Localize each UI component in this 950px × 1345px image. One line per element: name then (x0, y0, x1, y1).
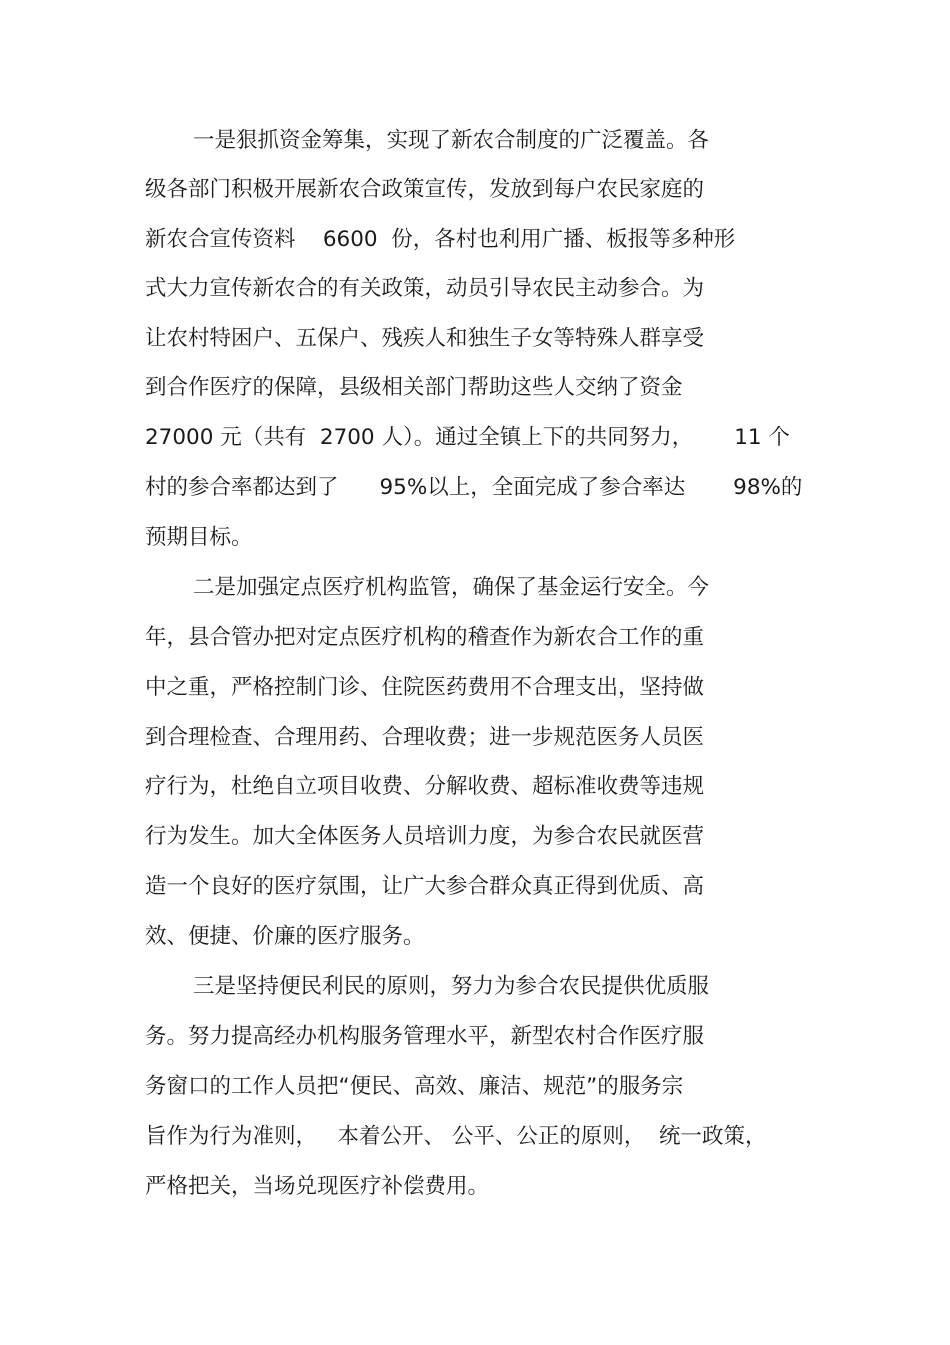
paragraph-1-line-8: 村的参合率都达到了 95%以上，全面完成了参合率达 98%的 (145, 475, 803, 500)
paragraph-2-line-8: 效、便捷、价廉的医疗服务。 (145, 924, 425, 949)
paragraph-2-line-2: 年，县合管办把对定点医疗机构的稽查作为新农合工作的重 (145, 625, 705, 650)
paragraph-1-line-3: 新农合宣传资料 6600 份，各村也利用广播、板报等多种形 (145, 227, 736, 252)
paragraph-1-line-5: 让农村特困户、五保户、残疾人和独生子女等特殊人群享受 (145, 326, 705, 351)
paragraph-2-line-3: 中之重，严格控制门诊、住院医药费用不合理支出，坚持做 (145, 675, 705, 700)
paragraph-2-line-5: 疗行为，杜绝自立项目收费、分解收费、超标准收费等违规 (145, 774, 705, 799)
paragraph-3-line-3: 务窗口的工作人员把“便民、高效、廉洁、规范”的服务宗 (145, 1074, 684, 1099)
paragraph-1-line-4: 式大力宣传新农合的有关政策，动员引导农民主动参合。为 (145, 276, 705, 301)
paragraph-1-line-2: 级各部门积极开展新农合政策宣传，发放到每户农民家庭的 (145, 177, 705, 202)
paragraph-3-line-2: 务。努力提高经办机构服务管理水平，新型农村合作医疗服 (145, 1024, 705, 1049)
paragraph-2-line-6: 行为发生。加大全体医务人员培训力度，为参合农民就医营 (145, 824, 705, 849)
paragraph-3-line-4: 旨作为行为准则， 本着公开、 公平、公正的原则， 统一政策， (145, 1124, 767, 1149)
paragraph-3-line-1: 三是坚持便民利民的原则，努力为参合农民提供优质服 (193, 974, 710, 999)
paragraph-1-line-6: 到合作医疗的保障，县级相关部门帮助这些人交纳了资金 (145, 375, 683, 400)
paragraph-1-line-9: 预期目标。 (145, 525, 253, 550)
paragraph-2-line-4: 到合理检查、合理用药、合理收费；进一步规范医务人员医 (145, 725, 705, 750)
paragraph-1-line-1: 一是狠抓资金筹集，实现了新农合制度的广泛覆盖。各 (193, 128, 710, 153)
paragraph-3-line-5: 严格把关，当场兑现医疗补偿费用。 (145, 1174, 490, 1199)
paragraph-1-line-7: 27000 元（共有 2700 人）。通过全镇上下的共同努力， 11 个 (145, 425, 790, 450)
paragraph-2-line-7: 造一个良好的医疗氛围，让广大参合群众真正得到优质、高 (145, 874, 705, 899)
paragraph-2-line-1: 二是加强定点医疗机构监管，确保了基金运行安全。今 (193, 575, 710, 600)
